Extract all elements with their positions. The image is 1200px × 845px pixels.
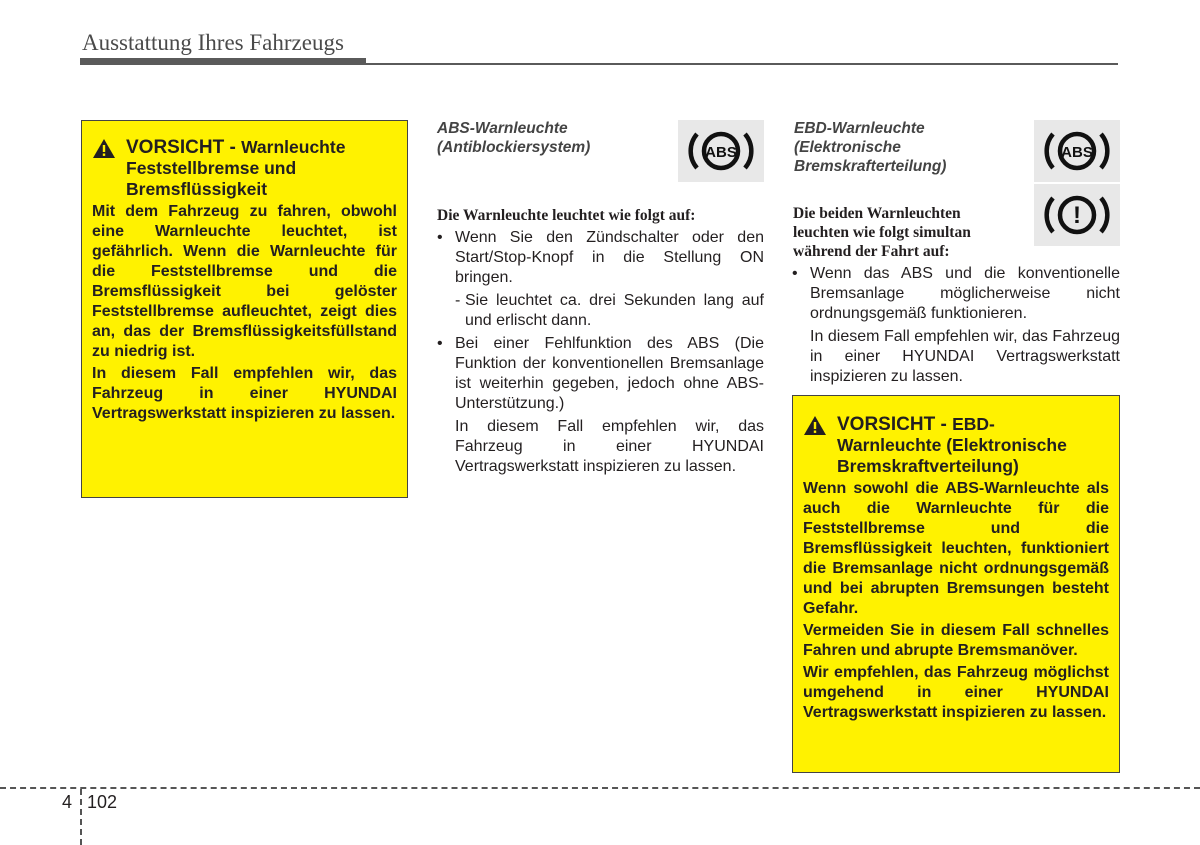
ebd-intro [793, 204, 971, 261]
title-line: (Antiblockiersystem) [437, 139, 591, 156]
abs-intro: Die Warnleuchte leuchtet wie folgt auf: [437, 207, 696, 224]
caution-topic: Warnleuchte (Elektronische [837, 435, 1067, 455]
caution-box-ebd [792, 395, 1120, 773]
footer-divider [80, 789, 82, 845]
list-item-text: Bei einer Fehlfunktion des ABS (Die Funktion der konventionellen Bremsanlage ist weiterhin gegeben, jedoch ohne ABS-Unterstützung.) [455, 335, 764, 412]
caution-topic: Bremsflüssigkeit [126, 179, 268, 199]
chapter-number: 4 [62, 792, 73, 812]
intro-line: während der Fahrt auf: [793, 243, 950, 260]
caution-box-parking-brake [81, 120, 408, 498]
abs-icon-tile [678, 120, 764, 182]
caution-paragraph: In diesem Fall empfehlen wir, das Fahrzeug in einer HYUNDAI Vertragswerkstatt inspizieren zu lassen. [92, 365, 397, 422]
caution-topic: Bremskraftverteilung) [837, 456, 1019, 476]
title-line: (Elektronische [794, 139, 901, 156]
ebd-body [792, 264, 1120, 390]
caution-body [92, 202, 397, 424]
abs-warning-icon [685, 124, 757, 178]
caution-paragraph: Wir empfehlen, das Fahrzeug möglichst umgehend in einer HYUNDAI Vertragswerkstatt inspizieren zu lassen. [803, 664, 1109, 721]
list-item: • Bei einer Fehlfunktion des ABS (Die Funktion der konventionellen Bremsanlage ist weiterhin gegeben, jedoch ohne ABS-Unterstützung.) [437, 335, 764, 412]
header-rule-thin [366, 63, 1118, 65]
abs-icon-text: ABS [1061, 144, 1093, 161]
sub-list-item: - Sie leuchtet ca. drei Sekunden lang auf und erlischt dann. [455, 292, 764, 329]
abs-follow-text: In diesem Fall empfehlen wir, das Fahrzeug in einer HYUNDAI Vertragswerkstatt inspizieren zu lassen. [455, 418, 764, 475]
brake-warning-icon [1041, 188, 1113, 242]
caution-heading [92, 137, 397, 200]
ebd-abs-icon-tile [1034, 120, 1120, 182]
caution-paragraph: Wenn sowohl die ABS-Warnleuchte als auch die Warnleuchte für die Feststellbremse und die Bremsflüssigkeit leuchten, funktioniert die Bremsanlage nicht ordnungsgemäß und bei abrupten Bremsungen besteht Gefahr. [803, 480, 1109, 617]
list-item-text: Sie leuchtet ca. drei Sekunden lang auf und erlischt dann. [465, 292, 764, 329]
title-line: EBD-Warnleuchte [794, 120, 925, 137]
caution-topic: Feststellbremse und [126, 158, 297, 178]
warning-triangle-icon [803, 415, 827, 436]
footer-rule [0, 787, 1200, 789]
list-item-text: Wenn das ABS und die konventionelle Bremsanlage möglicherweise nicht ordnungsgemäß funktionieren. [810, 265, 1120, 322]
brake-icon-text: ! [1073, 202, 1081, 229]
caution-topic: Warnleuchte [241, 137, 346, 157]
header-rule-thick [80, 58, 366, 65]
warning-triangle-icon [92, 138, 116, 159]
caution-label: VORSICHT - [126, 137, 236, 158]
ebd-follow-text: In diesem Fall empfehlen wir, das Fahrzeug in einer HYUNDAI Vertragswerkstatt inspizieren zu lassen. [810, 328, 1120, 385]
title-line: ABS-Warnleuchte [437, 120, 568, 137]
list-item: • Wenn Sie den Zündschalter oder den Start/Stop-Knopf in die Stellung ON bringen. [437, 229, 764, 286]
list-item: • Wenn das ABS und die konventionelle Bremsanlage möglicherweise nicht ordnungsgemäß funktionieren. [792, 265, 1120, 322]
caution-label: VORSICHT - [837, 414, 947, 435]
abs-warning-icon [1041, 124, 1113, 178]
caution-paragraph: Mit dem Fahrzeug zu fahren, obwohl eine Warnleuchte leuchtet, ist gefährlich. Wenn die Warnleuchte für die Feststellbremse und die Bremsflüssigkeit bei gelöster Feststellbremse aufleuchtet, zeigt dies an, das der Bremsflüssigkeitsfüllstand zu niedrig ist. [92, 203, 397, 360]
caution-body [803, 479, 1109, 723]
brake-icon-tile [1034, 184, 1120, 246]
intro-line: leuchten wie folgt simultan [793, 224, 971, 241]
list-item-text: Wenn Sie den Zündschalter oder den Start/Stop-Knopf in die Stellung ON bringen. [455, 229, 764, 286]
page-header-title: Ausstattung Ihres Fahrzeugs [82, 30, 344, 55]
title-line: Bremskrafterteilung) [794, 158, 947, 175]
abs-icon-text: ABS [705, 144, 737, 161]
abs-section-title [437, 119, 590, 157]
caution-topic: EBD- [952, 414, 995, 434]
ebd-section-title [794, 119, 946, 176]
intro-line: Die beiden Warnleuchten [793, 205, 961, 222]
caution-paragraph: Vermeiden Sie in diesem Fall schnelles Fahren und abrupte Bremsmanöver. [803, 622, 1109, 659]
page-number: 102 [87, 792, 118, 812]
caution-heading [803, 414, 1109, 477]
abs-body [437, 228, 764, 480]
